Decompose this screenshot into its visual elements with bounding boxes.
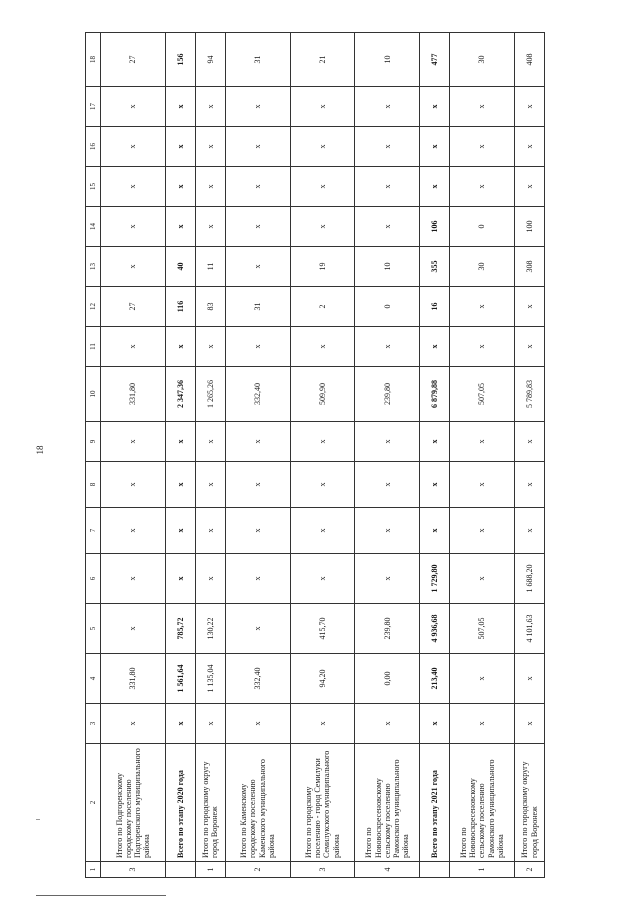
- value-cell: х: [225, 604, 290, 654]
- column-header: 12: [86, 287, 101, 327]
- column-header: 1: [86, 862, 101, 878]
- value-cell: 156: [165, 33, 195, 87]
- table-row: [450, 33, 515, 878]
- value-cell: х: [165, 422, 195, 462]
- value-cell: х: [290, 127, 355, 167]
- value-cell: 1 688,20: [515, 554, 545, 604]
- value-cell: 11: [195, 247, 225, 287]
- value-cell: х: [355, 422, 420, 462]
- table-body: [101, 33, 545, 878]
- value-cell: х: [355, 207, 420, 247]
- value-cell: х: [165, 554, 195, 604]
- value-cell: х: [195, 207, 225, 247]
- column-header: 11: [86, 327, 101, 367]
- total-row: [420, 33, 450, 878]
- column-header: 16: [86, 127, 101, 167]
- value-cell: х: [290, 87, 355, 127]
- value-cell: х: [355, 704, 420, 744]
- value-cell: х: [355, 167, 420, 207]
- value-cell: х: [165, 462, 195, 508]
- value-cell: х: [165, 508, 195, 554]
- value-cell: х: [515, 462, 545, 508]
- row-number-cell: 2: [225, 862, 290, 878]
- value-cell: х: [101, 704, 166, 744]
- value-cell: х: [515, 654, 545, 704]
- row-number-cell: 4: [355, 862, 420, 878]
- value-cell: х: [225, 327, 290, 367]
- value-cell: 239,80: [355, 604, 420, 654]
- value-cell: 507,05: [450, 367, 515, 422]
- value-cell: х: [355, 508, 420, 554]
- value-cell: х: [355, 327, 420, 367]
- value-cell: 509,90: [290, 367, 355, 422]
- value-cell: 1 729,80: [420, 554, 450, 604]
- value-cell: х: [290, 508, 355, 554]
- value-cell: 507,05: [450, 604, 515, 654]
- value-cell: 331,80: [101, 367, 166, 422]
- value-cell: 19: [290, 247, 355, 287]
- value-cell: х: [195, 422, 225, 462]
- value-cell: х: [101, 127, 166, 167]
- value-cell: х: [450, 462, 515, 508]
- column-header: 18: [86, 33, 101, 87]
- column-header: 8: [86, 462, 101, 508]
- table-row: [355, 33, 420, 878]
- value-cell: 94,20: [290, 654, 355, 704]
- value-cell: х: [101, 462, 166, 508]
- value-cell: х: [225, 167, 290, 207]
- value-cell: х: [165, 127, 195, 167]
- value-cell: 16: [420, 287, 450, 327]
- value-cell: х: [420, 704, 450, 744]
- column-header: 14: [86, 207, 101, 247]
- value-cell: 213,40: [420, 654, 450, 704]
- value-cell: 408: [515, 33, 545, 87]
- value-cell: 27: [101, 287, 166, 327]
- value-cell: х: [450, 554, 515, 604]
- value-cell: х: [515, 127, 545, 167]
- column-header: 17: [86, 87, 101, 127]
- row-number-cell: [420, 862, 450, 878]
- value-cell: 30: [450, 33, 515, 87]
- value-cell: х: [101, 508, 166, 554]
- value-cell: х: [225, 87, 290, 127]
- row-number-cell: 1: [450, 862, 515, 878]
- value-cell: 2: [290, 287, 355, 327]
- value-cell: х: [195, 87, 225, 127]
- rotated-table-container: [85, 33, 545, 878]
- value-cell: х: [420, 508, 450, 554]
- column-header: 15: [86, 167, 101, 207]
- value-cell: х: [515, 327, 545, 367]
- value-cell: х: [515, 87, 545, 127]
- value-cell: х: [101, 554, 166, 604]
- value-cell: 4 936,68: [420, 604, 450, 654]
- value-cell: 31: [225, 287, 290, 327]
- column-header: 4: [86, 654, 101, 704]
- column-header: 2: [86, 744, 101, 862]
- value-cell: х: [420, 167, 450, 207]
- value-cell: 0: [355, 287, 420, 327]
- value-cell: х: [101, 247, 166, 287]
- value-cell: х: [225, 554, 290, 604]
- value-cell: х: [101, 604, 166, 654]
- value-cell: х: [450, 654, 515, 704]
- value-cell: х: [450, 327, 515, 367]
- column-header: 6: [86, 554, 101, 604]
- row-label-cell: Всего по этапу 2021 года: [420, 744, 450, 862]
- value-cell: х: [355, 554, 420, 604]
- row-label-cell: Итого по городскому поселению - город Семилуки Семилукского муниципального района: [290, 744, 355, 862]
- value-cell: х: [101, 207, 166, 247]
- table-row: [225, 33, 290, 878]
- value-cell: 5 789,83: [515, 367, 545, 422]
- value-cell: х: [515, 287, 545, 327]
- value-cell: х: [101, 167, 166, 207]
- value-cell: х: [290, 207, 355, 247]
- value-cell: 83: [195, 287, 225, 327]
- value-cell: х: [515, 167, 545, 207]
- row-label-cell: Всего по этапу 2020 года: [165, 744, 195, 862]
- value-cell: 2 347,36: [165, 367, 195, 422]
- value-cell: х: [195, 704, 225, 744]
- value-cell: х: [515, 704, 545, 744]
- value-cell: 100: [515, 207, 545, 247]
- value-cell: х: [420, 327, 450, 367]
- value-cell: х: [290, 704, 355, 744]
- value-cell: х: [195, 554, 225, 604]
- value-cell: х: [225, 422, 290, 462]
- row-number-cell: 2: [515, 862, 545, 878]
- value-cell: 4 101,63: [515, 604, 545, 654]
- value-cell: 94: [195, 33, 225, 87]
- value-cell: х: [450, 508, 515, 554]
- value-cell: 785,72: [165, 604, 195, 654]
- row-label-cell: Итого по Нововоскресеновскому сельскому поселению Рамонского муниципального района: [355, 744, 420, 862]
- row-label-cell: Итого по Подгоренскому городскому поселению Подгоренского муниципального района: [101, 744, 166, 862]
- value-cell: 355: [420, 247, 450, 287]
- value-cell: х: [195, 167, 225, 207]
- value-cell: х: [355, 127, 420, 167]
- column-header: 5: [86, 604, 101, 654]
- row-label-cell: Итого по городскому округу город Воронеж: [515, 744, 545, 862]
- value-cell: 116: [165, 287, 195, 327]
- value-cell: х: [420, 462, 450, 508]
- header-row: [86, 33, 101, 878]
- value-cell: х: [165, 327, 195, 367]
- column-header: 13: [86, 247, 101, 287]
- column-header: 7: [86, 508, 101, 554]
- value-cell: х: [450, 87, 515, 127]
- table-row: [515, 33, 545, 878]
- value-cell: х: [165, 207, 195, 247]
- row-number-cell: 1: [195, 862, 225, 878]
- value-cell: х: [165, 704, 195, 744]
- value-cell: 40: [165, 247, 195, 287]
- value-cell: х: [101, 87, 166, 127]
- value-cell: 10: [355, 247, 420, 287]
- footnote-rule: [36, 895, 166, 896]
- value-cell: 10: [355, 33, 420, 87]
- value-cell: х: [225, 127, 290, 167]
- value-cell: х: [225, 508, 290, 554]
- value-cell: х: [515, 422, 545, 462]
- value-cell: 21: [290, 33, 355, 87]
- value-cell: 332,40: [225, 654, 290, 704]
- value-cell: х: [225, 207, 290, 247]
- value-cell: х: [225, 247, 290, 287]
- row-number-cell: 3: [290, 862, 355, 878]
- value-cell: х: [225, 462, 290, 508]
- row-label-cell: Итого по городскому округу город Воронеж: [195, 744, 225, 862]
- value-cell: х: [290, 554, 355, 604]
- value-cell: х: [165, 87, 195, 127]
- value-cell: х: [195, 462, 225, 508]
- value-cell: х: [225, 704, 290, 744]
- value-cell: х: [355, 462, 420, 508]
- scan-mark: [36, 819, 40, 820]
- value-cell: х: [101, 327, 166, 367]
- value-cell: 0,00: [355, 654, 420, 704]
- value-cell: 27: [101, 33, 166, 87]
- value-cell: 1 265,26: [195, 367, 225, 422]
- table-row: [195, 33, 225, 878]
- value-cell: х: [450, 704, 515, 744]
- value-cell: х: [195, 508, 225, 554]
- value-cell: 239,80: [355, 367, 420, 422]
- value-cell: х: [450, 287, 515, 327]
- value-cell: 31: [225, 33, 290, 87]
- value-cell: 1 561,64: [165, 654, 195, 704]
- value-cell: х: [450, 167, 515, 207]
- data-table: [85, 32, 545, 878]
- value-cell: х: [195, 127, 225, 167]
- row-number-cell: [165, 862, 195, 878]
- table-row: [101, 33, 166, 878]
- value-cell: 0: [450, 207, 515, 247]
- value-cell: 332,40: [225, 367, 290, 422]
- value-cell: х: [355, 87, 420, 127]
- value-cell: 130,22: [195, 604, 225, 654]
- value-cell: х: [420, 422, 450, 462]
- column-header: 10: [86, 367, 101, 422]
- page-number: 18: [35, 445, 45, 455]
- value-cell: х: [290, 327, 355, 367]
- column-header: 3: [86, 704, 101, 744]
- value-cell: 1 135,04: [195, 654, 225, 704]
- row-label-cell: Итого по Каменскому городскому поселению Каменского муниципального района: [225, 744, 290, 862]
- value-cell: х: [450, 127, 515, 167]
- value-cell: 477: [420, 33, 450, 87]
- value-cell: 6 879,88: [420, 367, 450, 422]
- value-cell: 30: [450, 247, 515, 287]
- value-cell: х: [290, 167, 355, 207]
- value-cell: х: [450, 422, 515, 462]
- column-header: 9: [86, 422, 101, 462]
- value-cell: х: [101, 422, 166, 462]
- value-cell: х: [420, 87, 450, 127]
- total-row: [165, 33, 195, 878]
- value-cell: 308: [515, 247, 545, 287]
- value-cell: х: [195, 327, 225, 367]
- table-row: [290, 33, 355, 878]
- value-cell: 415,70: [290, 604, 355, 654]
- row-label-cell: Итого по Нововоскресеновскому сельскому поселению Рамонского муниципального района: [450, 744, 515, 862]
- value-cell: х: [420, 127, 450, 167]
- value-cell: х: [515, 508, 545, 554]
- value-cell: х: [290, 422, 355, 462]
- value-cell: 106: [420, 207, 450, 247]
- row-number-cell: 3: [101, 862, 166, 878]
- value-cell: х: [165, 167, 195, 207]
- value-cell: х: [290, 462, 355, 508]
- value-cell: 331,80: [101, 654, 166, 704]
